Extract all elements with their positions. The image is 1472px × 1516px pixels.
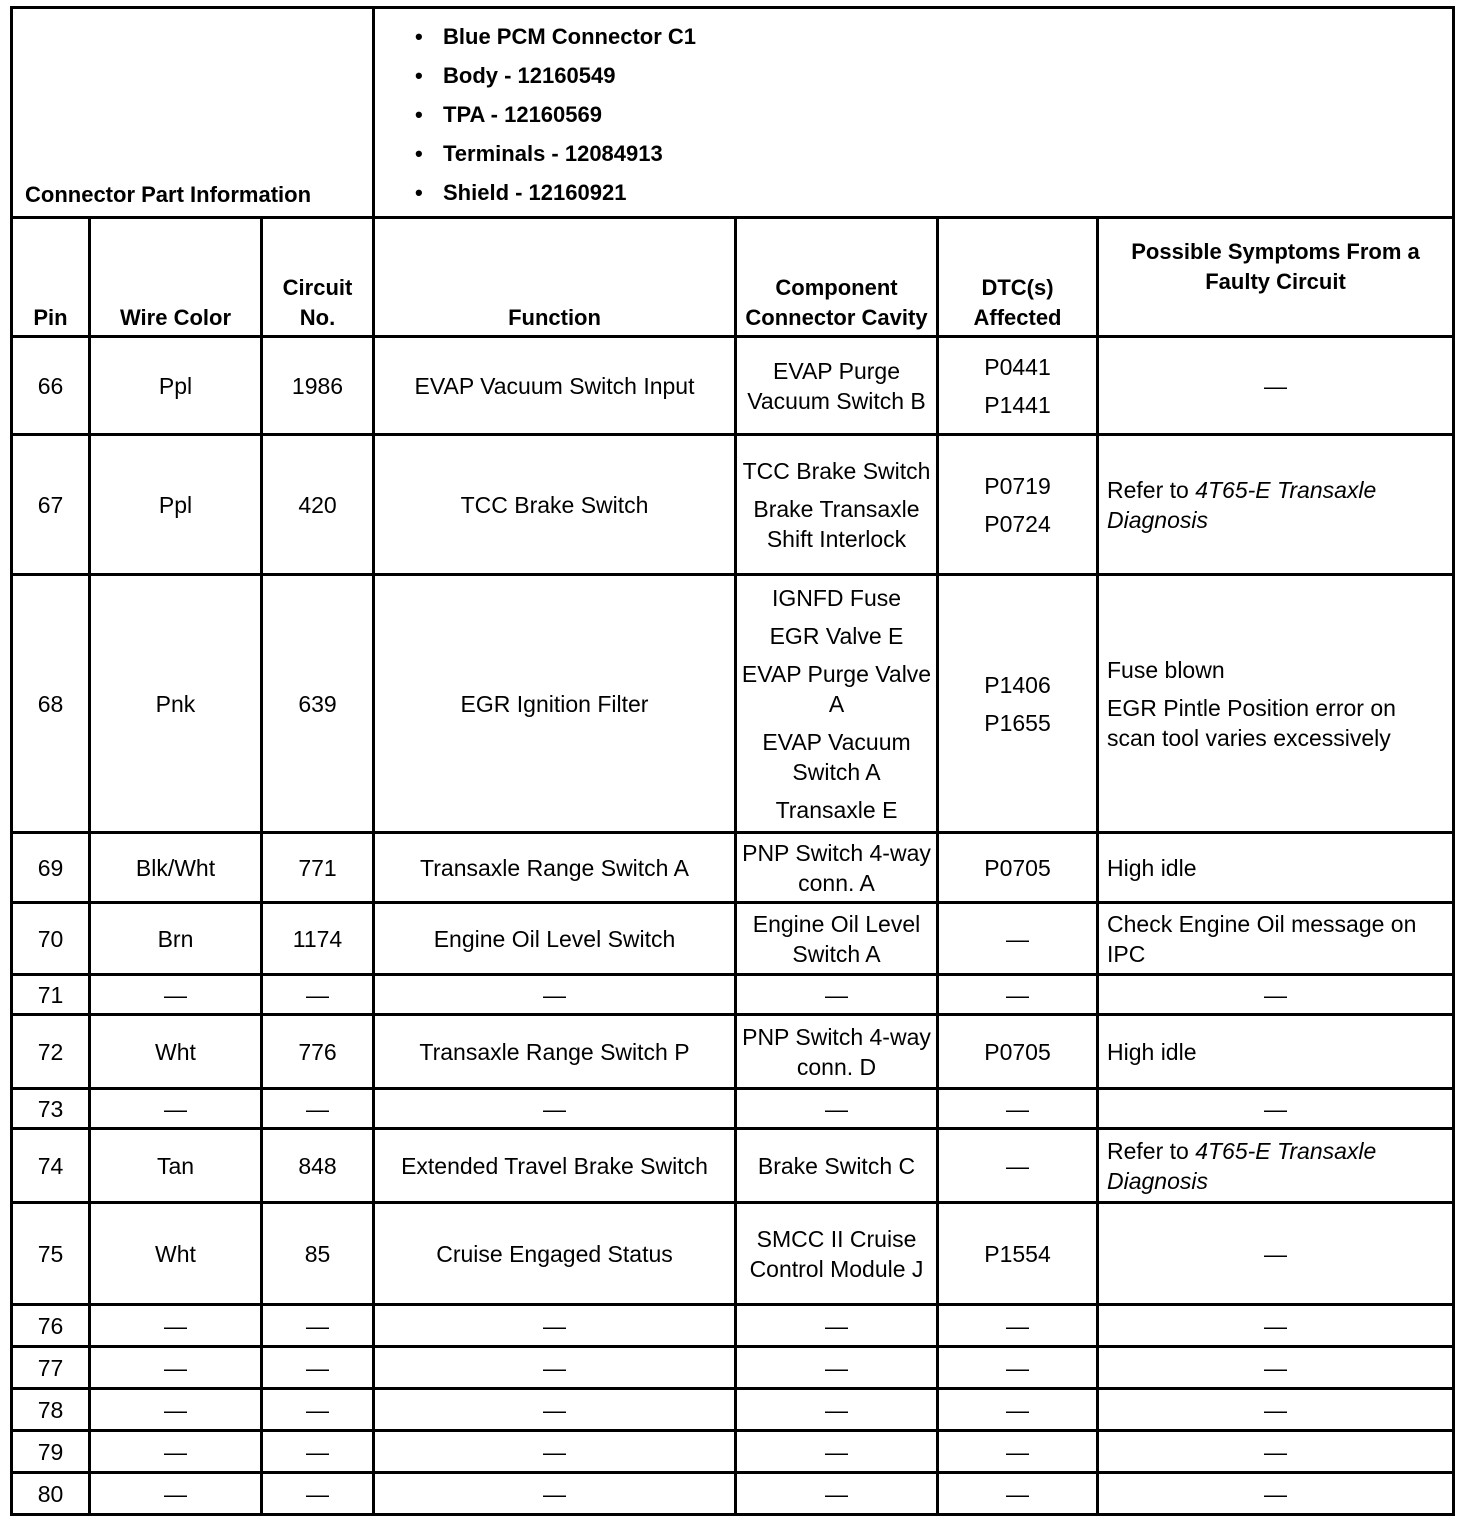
- dtc-cell: [938, 1305, 1098, 1347]
- wire-color-cell: —: [90, 1389, 262, 1431]
- dtc-cell-line: P1441: [984, 391, 1051, 418]
- dtc-cell-line: —: [1006, 981, 1029, 1008]
- function-cell: TCC Brake Switch: [374, 435, 736, 575]
- pin-cell: 72: [12, 1015, 90, 1089]
- cavity-cell: [736, 1473, 938, 1515]
- symptoms-cell: [1098, 903, 1454, 975]
- function-cell: Engine Oil Level Switch: [374, 903, 736, 975]
- connector-info-item: • TPA - 12160569: [415, 95, 1452, 134]
- dtc-cell-line: P1554: [984, 1240, 1051, 1267]
- symptoms-cell-line: —: [1264, 1240, 1288, 1267]
- wire-color-cell: Tan: [90, 1129, 262, 1203]
- circuit-cell: —: [262, 1347, 374, 1389]
- circuit-cell: 85: [262, 1203, 374, 1305]
- function-cell: —: [374, 1389, 736, 1431]
- connector-info-list: [374, 8, 1454, 218]
- circuit-cell: —: [262, 1389, 374, 1431]
- function-cell: EGR Ignition Filter: [374, 575, 736, 833]
- header-function: Function: [374, 218, 736, 337]
- pin-cell: 71: [12, 975, 90, 1015]
- wire-color-cell: —: [90, 975, 262, 1015]
- dtc-cell-line: —: [1006, 1312, 1029, 1339]
- pin-cell: 75: [12, 1203, 90, 1305]
- wire-color-cell: Blk/Wht: [90, 833, 262, 903]
- cavity-cell-line: Transaxle E: [775, 796, 898, 823]
- table-row: [12, 1203, 1454, 1305]
- pin-cell: 80: [12, 1473, 90, 1515]
- function-cell: Cruise Engaged Status: [374, 1203, 736, 1305]
- cavity-cell-line: EVAP Purge Valve A: [741, 660, 932, 717]
- cavity-cell-line: Engine Oil Level Switch A: [752, 910, 921, 967]
- table-row: [12, 1305, 1454, 1347]
- connector-info-item: • Blue PCM Connector C1: [415, 17, 1452, 56]
- symptoms-cell: [1098, 1473, 1454, 1515]
- symptoms-reference: 4T65-E Transaxle Diagnosis: [1107, 476, 1377, 533]
- cavity-cell: [736, 1129, 938, 1203]
- function-cell: Transaxle Range Switch P: [374, 1015, 736, 1089]
- table-row: [12, 903, 1454, 975]
- header-dtc: DTC(s) Affected: [938, 218, 1098, 337]
- dtc-cell: [938, 1015, 1098, 1089]
- dtc-cell: [938, 435, 1098, 575]
- symptoms-cell: [1098, 1089, 1454, 1129]
- dtc-cell: [938, 1389, 1098, 1431]
- symptoms-cell-line: EGR Pintle Position error on scan tool varies excessively: [1107, 694, 1396, 751]
- cavity-cell-line: —: [825, 1354, 848, 1381]
- symptoms-cell: [1098, 1431, 1454, 1473]
- circuit-cell: —: [262, 975, 374, 1015]
- dtc-cell: [938, 903, 1098, 975]
- symptoms-cell: [1098, 575, 1454, 833]
- wire-color-cell: —: [90, 1305, 262, 1347]
- pin-cell: 78: [12, 1389, 90, 1431]
- wire-color-cell: Brn: [90, 903, 262, 975]
- pin-cell: 68: [12, 575, 90, 833]
- cavity-cell-line: —: [825, 1312, 848, 1339]
- dtc-cell-line: —: [1006, 1438, 1029, 1465]
- dtc-cell-line: —: [1006, 1095, 1029, 1122]
- dtc-cell: [938, 575, 1098, 833]
- circuit-cell: 420: [262, 435, 374, 575]
- dtc-cell: [938, 1129, 1098, 1203]
- dtc-cell: [938, 1203, 1098, 1305]
- pin-cell: 70: [12, 903, 90, 975]
- symptoms-cell-line: —: [1264, 1438, 1288, 1465]
- table-row: [12, 575, 1454, 833]
- wire-color-cell: —: [90, 1431, 262, 1473]
- function-cell: —: [374, 1347, 736, 1389]
- symptoms-cell: [1098, 975, 1454, 1015]
- symptoms-cell-line: Check Engine Oil message on IPC: [1107, 910, 1417, 967]
- dtc-cell: [938, 1431, 1098, 1473]
- dtc-cell: [938, 1347, 1098, 1389]
- circuit-cell: 1986: [262, 337, 374, 435]
- pin-cell: 73: [12, 1089, 90, 1129]
- wire-color-cell: —: [90, 1473, 262, 1515]
- pin-cell: 67: [12, 435, 90, 575]
- symptoms-cell: [1098, 833, 1454, 903]
- cavity-cell: [736, 903, 938, 975]
- cavity-cell: [736, 337, 938, 435]
- circuit-cell: —: [262, 1305, 374, 1347]
- cavity-cell-line: —: [825, 981, 848, 1008]
- dtc-cell-line: P0719: [984, 472, 1051, 499]
- cavity-cell: [736, 435, 938, 575]
- table-row: [12, 1431, 1454, 1473]
- function-cell: Transaxle Range Switch A: [374, 833, 736, 903]
- symptoms-cell-line: —: [1264, 981, 1288, 1008]
- cavity-cell: [736, 1015, 938, 1089]
- circuit-cell: 639: [262, 575, 374, 833]
- cavity-cell-line: IGNFD Fuse: [771, 584, 902, 611]
- cavity-cell: [736, 1089, 938, 1129]
- pin-cell: 79: [12, 1431, 90, 1473]
- cavity-cell: [736, 833, 938, 903]
- table-row: [12, 1089, 1454, 1129]
- symptoms-cell: [1098, 1347, 1454, 1389]
- symptoms-cell: [1098, 1015, 1454, 1089]
- cavity-cell-line: EGR Valve E: [769, 622, 904, 649]
- circuit-cell: —: [262, 1473, 374, 1515]
- cavity-cell-line: Brake Switch C: [757, 1152, 916, 1179]
- column-header-row: [12, 218, 1454, 337]
- function-cell: —: [374, 1089, 736, 1129]
- cavity-cell: [736, 1431, 938, 1473]
- connector-info-label: Connector Part Information: [12, 8, 374, 218]
- cavity-cell-line: TCC Brake Switch: [742, 457, 931, 484]
- table-row: [12, 435, 1454, 575]
- symptoms-cell: [1098, 435, 1454, 575]
- wire-color-cell: Wht: [90, 1015, 262, 1089]
- cavity-cell-line: PNP Switch 4-way conn. D: [742, 1023, 931, 1080]
- function-cell: —: [374, 1305, 736, 1347]
- header-symptoms: Possible Symptoms From a Faulty Circuit: [1098, 218, 1454, 337]
- symptoms-cell: [1098, 337, 1454, 435]
- dtc-cell-line: P1406: [984, 671, 1051, 698]
- circuit-cell: 1174: [262, 903, 374, 975]
- wire-color-cell: Ppl: [90, 337, 262, 435]
- circuit-cell: 771: [262, 833, 374, 903]
- connector-info-item: • Shield - 12160921: [415, 173, 1452, 212]
- dtc-cell-line: —: [1006, 1354, 1029, 1381]
- symptoms-prefix: Refer to: [1107, 476, 1196, 503]
- symptoms-cell: [1098, 1203, 1454, 1305]
- circuit-cell: 776: [262, 1015, 374, 1089]
- symptoms-cell-line: —: [1264, 1480, 1288, 1507]
- connector-pin-table: [10, 6, 1455, 1516]
- symptoms-cell: [1098, 1389, 1454, 1431]
- function-cell: —: [374, 975, 736, 1015]
- header-cavity: Component Connector Cavity: [736, 218, 938, 337]
- connector-info-row: [12, 8, 1454, 218]
- table-row: [12, 1015, 1454, 1089]
- cavity-cell-line: EVAP Vacuum Switch A: [762, 728, 911, 785]
- header-pin: Pin: [12, 218, 90, 337]
- table-row: [12, 1129, 1454, 1203]
- function-cell: —: [374, 1473, 736, 1515]
- wire-color-cell: Pnk: [90, 575, 262, 833]
- dtc-cell-line: —: [1006, 1396, 1029, 1423]
- header-wire-color: Wire Color: [90, 218, 262, 337]
- circuit-cell: 848: [262, 1129, 374, 1203]
- cavity-cell: [736, 1347, 938, 1389]
- circuit-cell: —: [262, 1089, 374, 1129]
- table-row: [12, 1347, 1454, 1389]
- cavity-cell-line: —: [825, 1438, 848, 1465]
- pin-cell: 74: [12, 1129, 90, 1203]
- dtc-cell-line: —: [1006, 1480, 1029, 1507]
- table-body: [12, 337, 1454, 1515]
- pin-cell: 77: [12, 1347, 90, 1389]
- table-row: [12, 975, 1454, 1015]
- wire-color-cell: Ppl: [90, 435, 262, 575]
- dtc-cell: [938, 975, 1098, 1015]
- cavity-cell: [736, 975, 938, 1015]
- pin-cell: 76: [12, 1305, 90, 1347]
- symptoms-cell-line: Fuse blown: [1107, 656, 1225, 683]
- table-row: [12, 337, 1454, 435]
- header-circuit: Circuit No.: [262, 218, 374, 337]
- table-row: [12, 1473, 1454, 1515]
- function-cell: —: [374, 1431, 736, 1473]
- cavity-cell: [736, 1203, 938, 1305]
- pin-cell: 66: [12, 337, 90, 435]
- pin-cell: 69: [12, 833, 90, 903]
- cavity-cell-line: Brake Transaxle Shift Interlock: [753, 495, 920, 552]
- wire-color-cell: Wht: [90, 1203, 262, 1305]
- dtc-cell: [938, 1473, 1098, 1515]
- circuit-cell: —: [262, 1431, 374, 1473]
- cavity-cell: [736, 1389, 938, 1431]
- dtc-cell-line: —: [1006, 1152, 1029, 1179]
- symptoms-prefix: Refer to: [1107, 1137, 1196, 1164]
- dtc-cell-line: P0705: [984, 854, 1051, 881]
- dtc-cell-line: P0724: [984, 510, 1051, 537]
- cavity-cell-line: —: [825, 1396, 848, 1423]
- symptoms-cell-line: High idle: [1107, 1038, 1197, 1065]
- symptoms-reference: 4T65-E Transaxle Diagnosis: [1107, 1137, 1377, 1194]
- cavity-cell-line: —: [825, 1095, 848, 1122]
- symptoms-cell-line: —: [1264, 372, 1288, 399]
- wire-color-cell: —: [90, 1347, 262, 1389]
- dtc-cell-line: P1655: [984, 709, 1051, 736]
- symptoms-cell-line: —: [1264, 1354, 1288, 1381]
- table-row: [12, 1389, 1454, 1431]
- connector-info-item: • Body - 12160549: [415, 56, 1452, 95]
- symptoms-cell-line: —: [1264, 1095, 1288, 1122]
- symptoms-cell-line: —: [1264, 1396, 1288, 1423]
- dtc-cell: [938, 833, 1098, 903]
- table-row: [12, 833, 1454, 903]
- wire-color-cell: —: [90, 1089, 262, 1129]
- symptoms-cell-line: —: [1264, 1312, 1288, 1339]
- dtc-cell: [938, 337, 1098, 435]
- function-cell: Extended Travel Brake Switch: [374, 1129, 736, 1203]
- symptoms-cell-line: High idle: [1107, 854, 1197, 881]
- dtc-cell: [938, 1089, 1098, 1129]
- symptoms-cell: [1098, 1129, 1454, 1203]
- cavity-cell: [736, 1305, 938, 1347]
- cavity-cell-line: SMCC II Cruise Control Module J: [749, 1225, 924, 1282]
- symptoms-cell: [1098, 1305, 1454, 1347]
- cavity-cell-line: —: [825, 1480, 848, 1507]
- dtc-cell-line: P0441: [984, 353, 1051, 380]
- cavity-cell-line: EVAP Purge Vacuum Switch B: [747, 357, 926, 414]
- connector-info-item: • Terminals - 12084913: [415, 134, 1452, 173]
- function-cell: EVAP Vacuum Switch Input: [374, 337, 736, 435]
- cavity-cell: [736, 575, 938, 833]
- dtc-cell-line: —: [1006, 925, 1029, 952]
- cavity-cell-line: PNP Switch 4-way conn. A: [742, 839, 931, 896]
- dtc-cell-line: P0705: [984, 1038, 1051, 1065]
